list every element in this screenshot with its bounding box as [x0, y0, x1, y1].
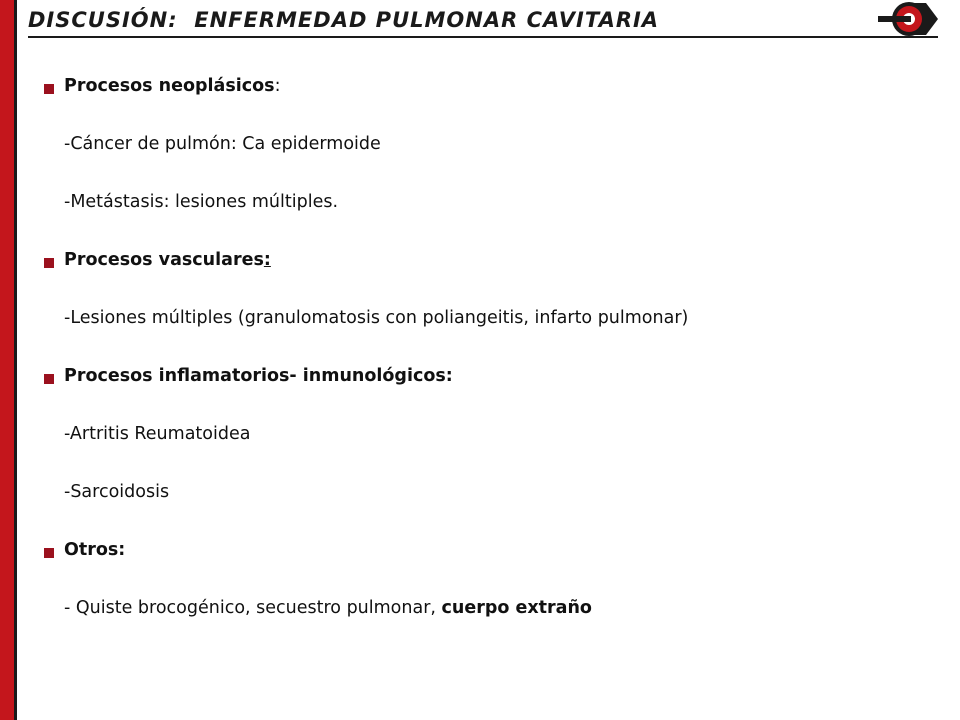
heading-colon: : — [263, 250, 271, 270]
heading-vascular: Procesos vasculares — [64, 250, 264, 270]
bullet-marker — [44, 84, 54, 94]
item-sarcoidosis: -Sarcoidosis — [64, 482, 170, 502]
bullet-marker — [44, 548, 54, 558]
item-multiple-lesions: -Lesiones múltiples (granulomatosis con poliangeitis, infarto pulmonar) — [64, 308, 689, 328]
item-lung-cancer: -Cáncer de pulmón: Ca epidermoide — [64, 134, 381, 154]
heading-inflammatory: Procesos inflamatorios- inmunológicos: — [64, 366, 453, 386]
heading-neoplasic: Procesos neoplásicos — [64, 76, 275, 96]
bullet-marker — [44, 374, 54, 384]
heading-others: Otros: — [64, 540, 126, 560]
title-discussion: DISCUSIÓN: — [28, 8, 178, 32]
item-metastasis: -Metástasis: lesiones múltiples. — [64, 192, 339, 212]
title-underline — [28, 36, 938, 38]
bullet-marker — [44, 258, 54, 268]
slide-title — [28, 8, 659, 32]
item-rheumatoid-arthritis: -Artritis Reumatoidea — [64, 424, 251, 444]
item-foreign-body: cuerpo extraño — [441, 598, 592, 618]
arrow-ring-logo-icon — [876, 0, 942, 38]
heading-colon: : — [274, 76, 281, 96]
left-accent-bar — [0, 0, 17, 720]
title-topic: ENFERMEDAD PULMONAR CAVITARIA — [194, 8, 660, 32]
item-others-plain: - Quiste brocogénico, secuestro pulmonar, — [64, 598, 442, 618]
